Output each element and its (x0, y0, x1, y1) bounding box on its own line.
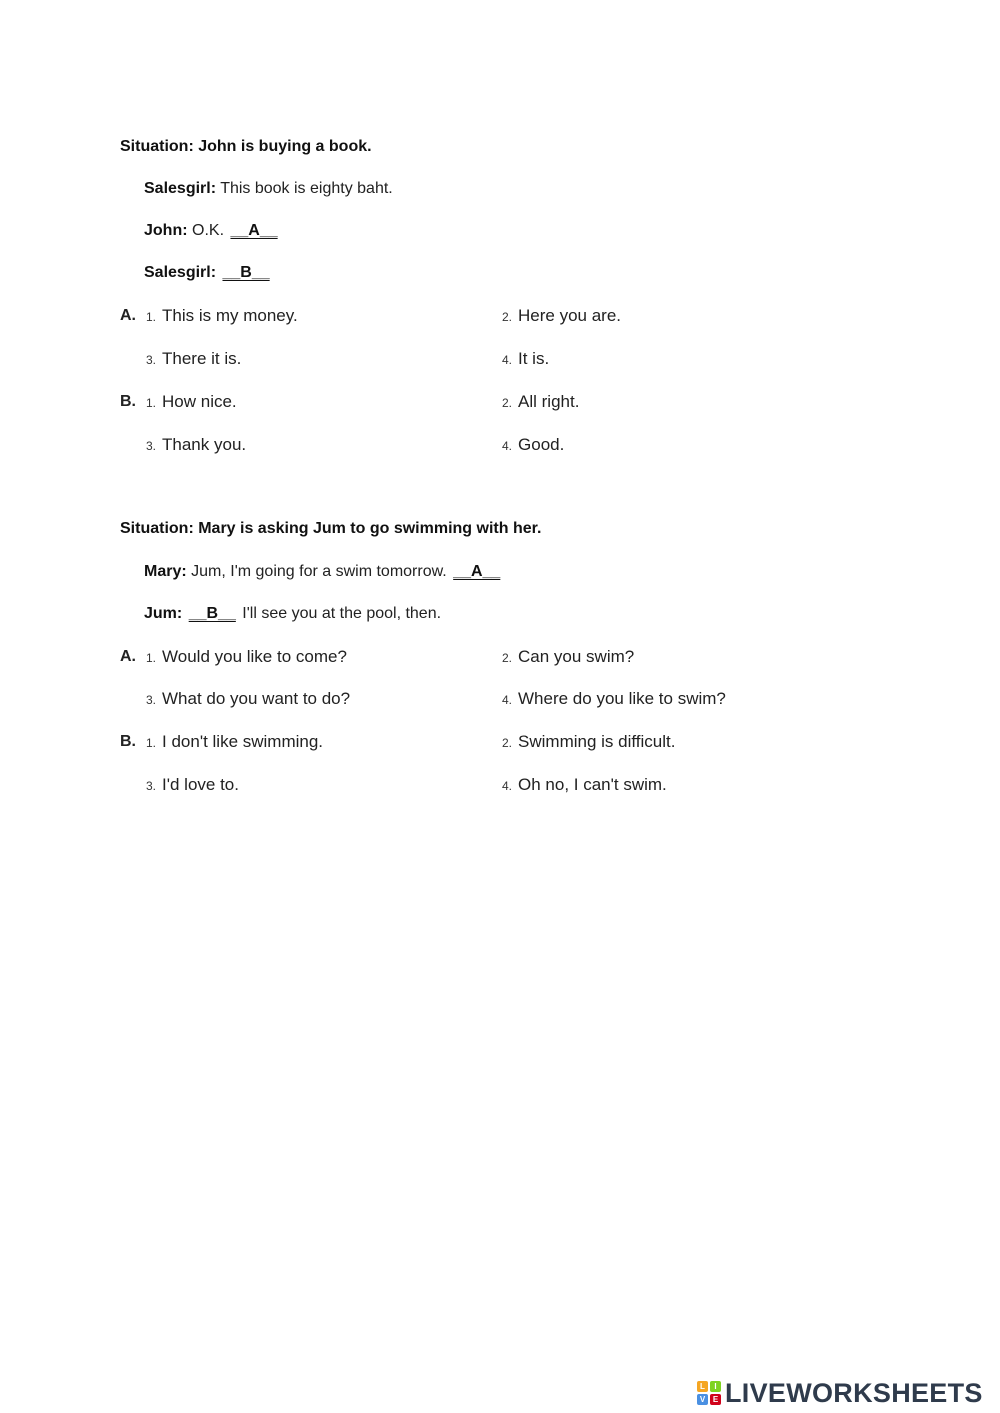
option-text: How nice. (162, 392, 237, 411)
blank-a[interactable]: __A__ (453, 563, 501, 580)
logo-text: LIVEWORKSHEETS (725, 1377, 983, 1408)
situation-1 (120, 136, 372, 158)
dialogue-1-line-1 (144, 178, 393, 200)
option-number: 1. (146, 310, 157, 324)
option-number: 3. (146, 439, 157, 453)
option-number: 2. (502, 651, 513, 665)
option-number: 3. (146, 693, 157, 707)
option-b-1[interactable] (146, 731, 323, 754)
option-number: 1. (146, 651, 157, 665)
dialogue-text: Jum, I'm going for a swim tomorrow. (191, 563, 447, 580)
speaker-john: John: (144, 222, 188, 239)
speaker-salesgirl: Salesgirl: (144, 264, 217, 281)
option-a-4[interactable] (502, 348, 549, 371)
option-number: 4. (502, 693, 513, 707)
logo-letter: L (697, 1381, 708, 1392)
option-a-1[interactable] (146, 305, 298, 328)
option-text: There it is. (162, 349, 242, 368)
situation-1-text: John is buying a book. (198, 138, 372, 155)
option-a-2[interactable] (502, 646, 634, 669)
dialogue-text: I'll see you at the pool, then. (242, 605, 442, 622)
option-text: Here you are. (518, 306, 622, 325)
option-text: What do you want to do? (162, 689, 351, 708)
option-number: 1. (146, 736, 157, 750)
option-text: Thank you. (162, 435, 247, 454)
option-number: 2. (502, 736, 513, 750)
speaker-jum: Jum: (144, 605, 183, 622)
option-a-1[interactable] (146, 646, 347, 669)
option-number: 2. (502, 310, 513, 324)
option-b-3[interactable] (146, 434, 246, 457)
option-text: Oh no, I can't swim. (518, 775, 667, 794)
option-a-3[interactable] (146, 688, 350, 711)
option-number: 1. (146, 396, 157, 410)
speaker-mary: Mary: (144, 563, 187, 580)
speaker-salesgirl: Salesgirl: (144, 180, 217, 197)
option-a-2[interactable] (502, 305, 621, 328)
group-letter-b: B. (120, 733, 136, 750)
situation-2-text: Mary is asking Jum to go swimming with her. (198, 520, 542, 537)
option-text: Would you like to come? (162, 647, 347, 666)
logo-letter: V (697, 1394, 708, 1405)
option-text: Can you swim? (518, 647, 635, 666)
situation-1-label: Situation: (120, 138, 194, 155)
option-b-4[interactable] (502, 434, 564, 457)
option-b-2[interactable] (502, 731, 675, 754)
option-text: Swimming is difficult. (518, 732, 676, 751)
blank-a[interactable]: __A__ (230, 222, 278, 239)
option-text: All right. (518, 392, 580, 411)
option-a-3[interactable] (146, 348, 241, 371)
option-number: 4. (502, 353, 513, 367)
option-a-4[interactable] (502, 688, 726, 711)
option-text: It is. (518, 349, 550, 368)
group-letter-b: B. (120, 393, 136, 410)
group-letter-a: A. (120, 648, 136, 665)
dialogue-1-line-3 (144, 262, 272, 284)
blank-b[interactable]: __B__ (222, 264, 270, 281)
dialogue-2-line-1 (144, 561, 502, 583)
option-b-3[interactable] (146, 774, 239, 797)
group-letter-a: A. (120, 307, 136, 324)
option-number: 3. (146, 779, 157, 793)
situation-2 (120, 518, 541, 540)
option-number: 2. (502, 396, 513, 410)
situation-2-label: Situation: (120, 520, 194, 537)
logo-letter: I (710, 1381, 721, 1392)
logo-letter: E (710, 1394, 721, 1405)
option-text: I don't like swimming. (162, 732, 324, 751)
blank-b[interactable]: __B__ (188, 605, 236, 622)
dialogue-text: O.K. (192, 222, 225, 239)
option-number: 4. (502, 779, 513, 793)
option-number: 4. (502, 439, 513, 453)
dialogue-2-line-2 (144, 603, 441, 625)
option-text: Good. (518, 435, 565, 454)
option-text: I'd love to. (162, 775, 239, 794)
option-b-2[interactable] (502, 391, 579, 414)
option-text: This is my money. (162, 306, 298, 325)
liveworksheets-logo (697, 1378, 983, 1408)
option-b-1[interactable] (146, 391, 237, 414)
option-number: 3. (146, 353, 157, 367)
dialogue-text: This book is eighty baht. (220, 180, 393, 197)
dialogue-1-line-2 (144, 220, 280, 242)
option-text: Where do you like to swim? (518, 689, 726, 708)
logo-mark-icon (697, 1381, 721, 1405)
option-b-4[interactable] (502, 774, 667, 797)
